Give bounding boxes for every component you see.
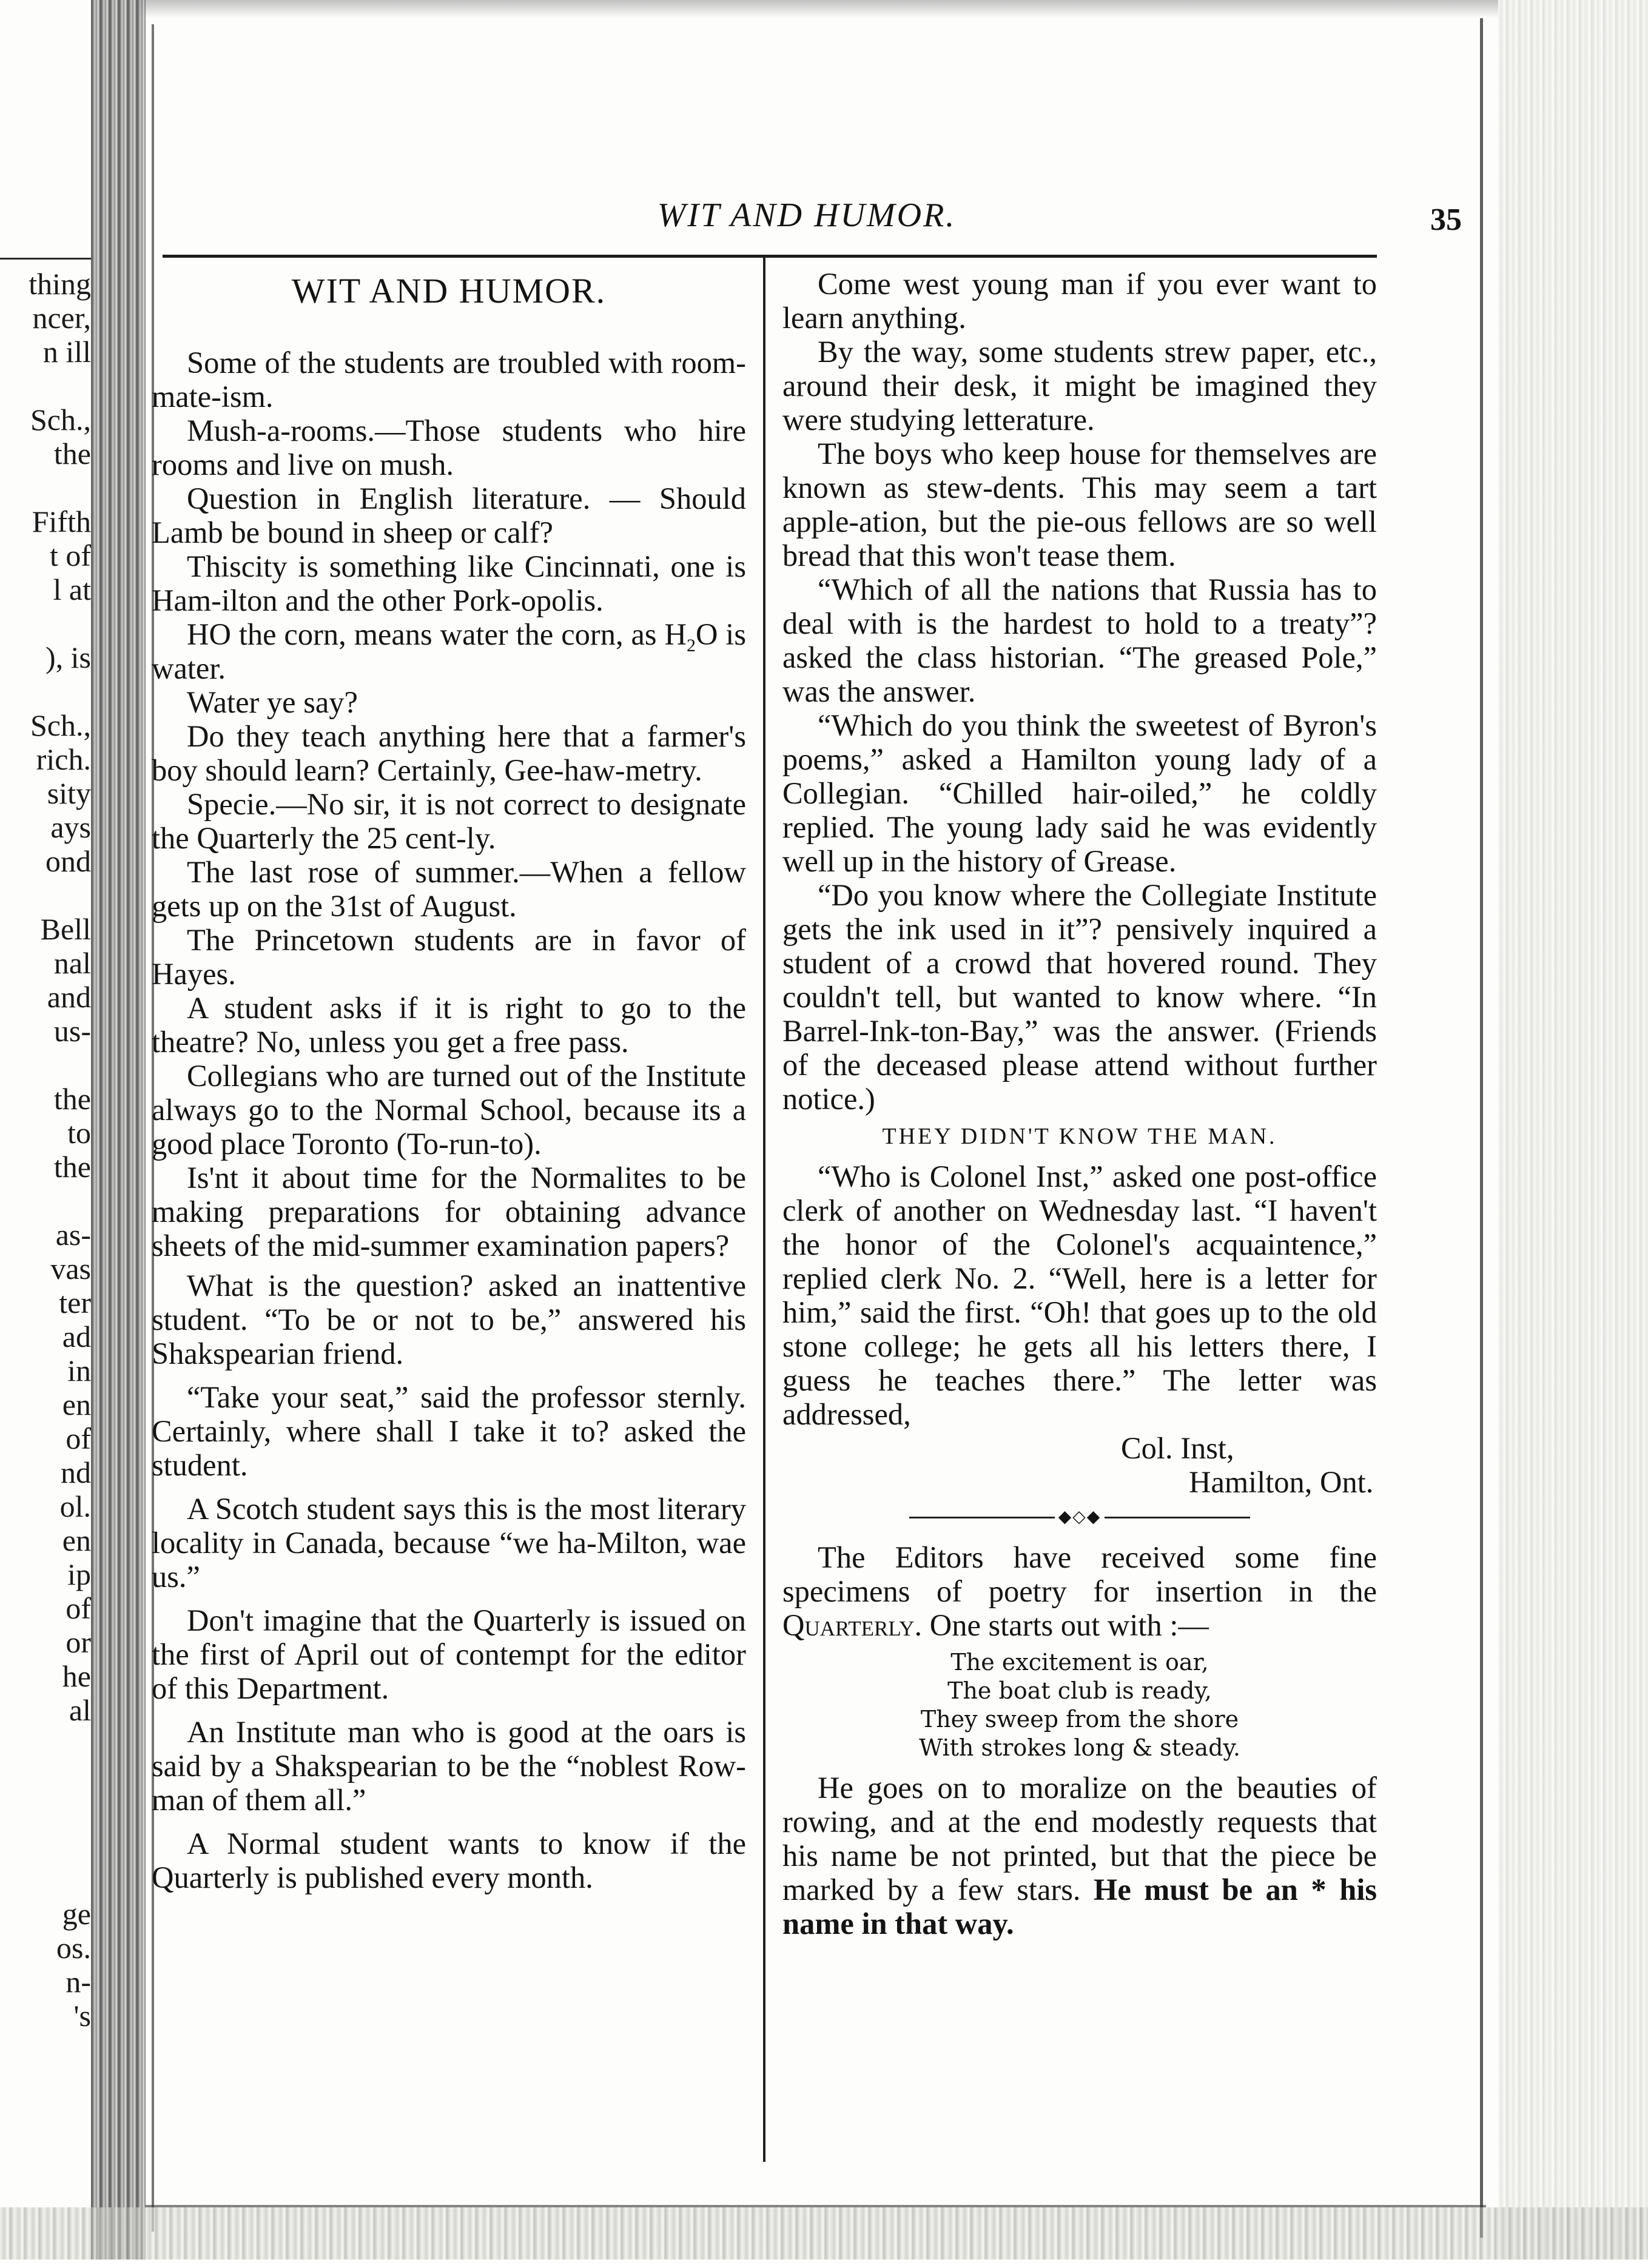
previous-page-fragment: and bbox=[47, 980, 91, 1014]
paragraph: Mush-a-rooms.—Those students who hire rooms and live on mush. bbox=[152, 414, 746, 481]
left-column bbox=[152, 267, 746, 1894]
previous-page-fragment: ncer, bbox=[32, 301, 91, 335]
paragraph: A Scotch student says this is the most literary locality in Canada, because “we ha-Milton, wae us.” bbox=[152, 1492, 746, 1594]
poem-line: The boat club is ready, bbox=[947, 1677, 1212, 1704]
previous-page-fragment: he bbox=[62, 1659, 91, 1693]
previous-page-fragment: ter bbox=[59, 1286, 91, 1320]
paragraph: “Take your seat,” said the professor sternly. Certainly, where shall I take it to? asked the student. bbox=[152, 1380, 746, 1482]
page-number: 35 bbox=[1430, 203, 1462, 237]
previous-page-fragment: en bbox=[62, 1523, 91, 1557]
previous-page-fragment: the bbox=[53, 1150, 91, 1184]
previous-page-fragment: 's bbox=[73, 1999, 91, 2033]
previous-page-fragment: sity bbox=[47, 776, 91, 810]
poem-line: They sweep from the shore bbox=[920, 1706, 1239, 1733]
paragraph: A Normal student wants to know if the Quarterly is published every month. bbox=[152, 1827, 746, 1894]
previous-page-column bbox=[0, 267, 91, 2268]
previous-page-fragment: of bbox=[66, 1591, 91, 1625]
previous-page-fragment: Bell bbox=[40, 912, 91, 946]
closing-bold: He must be an * his name in that way. bbox=[782, 1873, 1377, 1941]
previous-page-fragment: Sch., bbox=[30, 708, 91, 742]
section-title: WIT AND HUMOR. bbox=[291, 271, 607, 310]
h2o-before: HO the corn, means water the corn, as H bbox=[187, 617, 687, 651]
paragraph: “Which do you think the sweetest of Byron's poems,” asked a Hamilton young lady of a Collegian. “Chilled hair-oiled,” he coldly replied. The young lady said he was evidently well up in the history of Grease. bbox=[782, 708, 1377, 878]
paragraph: Water ye say? bbox=[187, 685, 358, 719]
previous-page-fragment: the bbox=[53, 1082, 91, 1116]
paragraph: Question in English literature. — Should Lamb be bound in sheep or calf? bbox=[152, 481, 746, 549]
right-column bbox=[782, 267, 1377, 1941]
address-line-1: Col. Inst, bbox=[1121, 1431, 1234, 1465]
h2o-after: O is water. bbox=[152, 617, 746, 685]
previous-page-fragment: nd bbox=[61, 1455, 91, 1489]
paragraph: Do they teach anything here that a farmer's boy should learn? Certainly, Gee-haw-metry. bbox=[152, 719, 746, 787]
previous-page-fragment: rich. bbox=[36, 742, 91, 776]
poem-line: With strokes long & steady. bbox=[919, 1734, 1240, 1761]
previous-page-fragment: ad bbox=[62, 1320, 91, 1354]
running-head-title: WIT AND HUMOR. bbox=[657, 196, 957, 234]
paragraph: Don't imagine that the Quarterly is issued on the first of April out of contempt for the editor of this Department. bbox=[152, 1603, 746, 1705]
paragraph: Specie.—No sir, it is not correct to designate the Quarterly the 25 cent-ly. bbox=[152, 787, 746, 855]
column-divider bbox=[763, 258, 765, 2162]
address-line-2: Hamilton, Ont. bbox=[1189, 1465, 1374, 1499]
quarterly-word: Quarterly. bbox=[782, 1608, 923, 1642]
previous-page-fragment: n- bbox=[66, 1965, 91, 1999]
h2o-subscript: 2 bbox=[686, 636, 696, 656]
ornament-line-right bbox=[1105, 1517, 1250, 1518]
paragraph: Some of the students are troubled with room-mate-ism. bbox=[152, 346, 746, 414]
previous-page-fragment: as- bbox=[55, 1218, 91, 1252]
previous-page-fragment: in bbox=[67, 1354, 91, 1387]
book-binding-shadow bbox=[91, 0, 146, 2260]
previous-page-fragment: os. bbox=[56, 1931, 91, 1965]
paragraph: “Which of all the nations that Russia has to deal with is the hardest to hold to a treaty”? asked the class historian. “The greased Pole,” was the answer. bbox=[782, 572, 1377, 708]
ornament-diamond-icon: ◆◇◆ bbox=[1058, 1508, 1101, 1526]
paragraph: An Institute man who is good at the oars is said by a Shakspearian to be the “noblest Row-man of them all.” bbox=[152, 1715, 746, 1817]
paragraph: Collegians who are turned out of the Institute always go to the Normal School, because its a good place Toronto (To-run-to). bbox=[152, 1059, 746, 1161]
poem bbox=[782, 1648, 1377, 1762]
page-bottom-rule bbox=[146, 2205, 1486, 2207]
story-subheading: THEY DIDN'T KNOW THE MAN. bbox=[882, 1124, 1277, 1149]
page-right-border bbox=[1480, 18, 1483, 2238]
paragraph: “Do you know where the Collegiate Institute gets the ink used in it”? pensively inquired a student of a crowd that hovered round. They couldn't tell, but wanted to know where. “In Barrel-Ink-ton-Bay,” was the answer. (Friends of the deceased please attend without further notice.) bbox=[782, 878, 1377, 1116]
page-top-edge bbox=[140, 0, 1498, 18]
previous-page-fragment: of bbox=[66, 1421, 91, 1455]
previous-page-fragment: t of bbox=[49, 538, 91, 572]
paragraph: The boys who keep house for themselves are known as stew-dents. This may seem a tart apple-ation, but the pie-ous fellows are so well bread that this won't tease them. bbox=[782, 437, 1377, 572]
closing-start: He goes on to moralize on the beauties of rowing, and at the end modestly requests that his name be not printed, but that the piece be marked by a few stars. bbox=[782, 1771, 1377, 1907]
paragraph: A student asks if it is right to go to the theatre? No, unless you get a free pass. bbox=[152, 991, 746, 1059]
previous-page-fragment: ol. bbox=[59, 1489, 91, 1523]
previous-page-fragment: en bbox=[62, 1387, 91, 1421]
ornament-line-left bbox=[909, 1517, 1055, 1518]
running-head bbox=[152, 188, 1462, 243]
previous-page-fragment: n ill bbox=[42, 335, 91, 369]
paragraph: By the way, some students strew paper, etc., around their desk, it might be imagined they were studying letterature. bbox=[782, 335, 1377, 437]
previous-page-fragment: Sch., bbox=[30, 403, 91, 437]
previous-page-fragment: the bbox=[53, 437, 91, 471]
previous-page-fragment: ond bbox=[45, 844, 91, 878]
paragraph: The last rose of summer.—When a fellow gets up on the 31st of August. bbox=[152, 855, 746, 923]
paragraph: Thiscity is something like Cincinnati, one is Ham-ilton and the other Pork-opolis. bbox=[152, 549, 746, 617]
page-bottom-edge bbox=[0, 2207, 1648, 2260]
editors-intro: The Editors have received some fine specimens of poetry for insertion in the bbox=[782, 1540, 1377, 1608]
previous-page-fragment: ), is bbox=[45, 640, 91, 674]
header-rule bbox=[163, 255, 1377, 258]
previous-page-fragment: us- bbox=[53, 1014, 91, 1048]
section-ornament bbox=[782, 1505, 1377, 1529]
previous-page-fragment: ip bbox=[67, 1557, 91, 1591]
previous-page-fragment: vas bbox=[50, 1252, 91, 1286]
story-paragraph: “Who is Colonel Inst,” asked one post-office clerk of another on Wednesday last. “I haven't the honor of the Colonel's acquaintence,” replied clerk No. 2. “Well, here is a letter for him,” said the first. “Oh! that goes up to the old stone college; he gets all his letters there, I guess he teaches there.” The letter was addressed, bbox=[782, 1159, 1377, 1431]
page-right-edge bbox=[1498, 0, 1648, 2260]
poem-line: The excitement is oar, bbox=[950, 1649, 1209, 1676]
editors-intro-end: One starts out with :— bbox=[929, 1608, 1209, 1642]
paragraph-h2o bbox=[152, 617, 746, 685]
previous-page-fragment: l at bbox=[53, 572, 91, 606]
previous-page-fragment: ge bbox=[62, 1897, 91, 1931]
paragraph: Come west young man if you ever want to learn anything. bbox=[782, 267, 1377, 335]
paragraph: Is'nt it about time for the Normalites to be making preparations for obtaining advance sheets of the mid-summer examination papers? bbox=[152, 1161, 746, 1263]
previous-page-fragment: to bbox=[67, 1116, 91, 1150]
paragraph: The Princetown students are in favor of Hayes. bbox=[152, 923, 746, 991]
editors-paragraph bbox=[782, 1540, 1377, 1642]
previous-page-fragment: or bbox=[66, 1625, 91, 1659]
paragraph: What is the question? asked an inattentive student. “To be or not to be,” answered his Shakspearian friend. bbox=[152, 1269, 746, 1371]
previous-page-fragment: al bbox=[69, 1693, 91, 1727]
previous-page-fragment: nal bbox=[53, 946, 91, 980]
previous-page-fragment: thing bbox=[29, 267, 91, 301]
previous-page-rule bbox=[0, 258, 91, 260]
previous-page-fragment: ays bbox=[50, 810, 91, 844]
closing-paragraph bbox=[782, 1771, 1377, 1941]
previous-page-fragment: Fifth bbox=[32, 505, 91, 538]
